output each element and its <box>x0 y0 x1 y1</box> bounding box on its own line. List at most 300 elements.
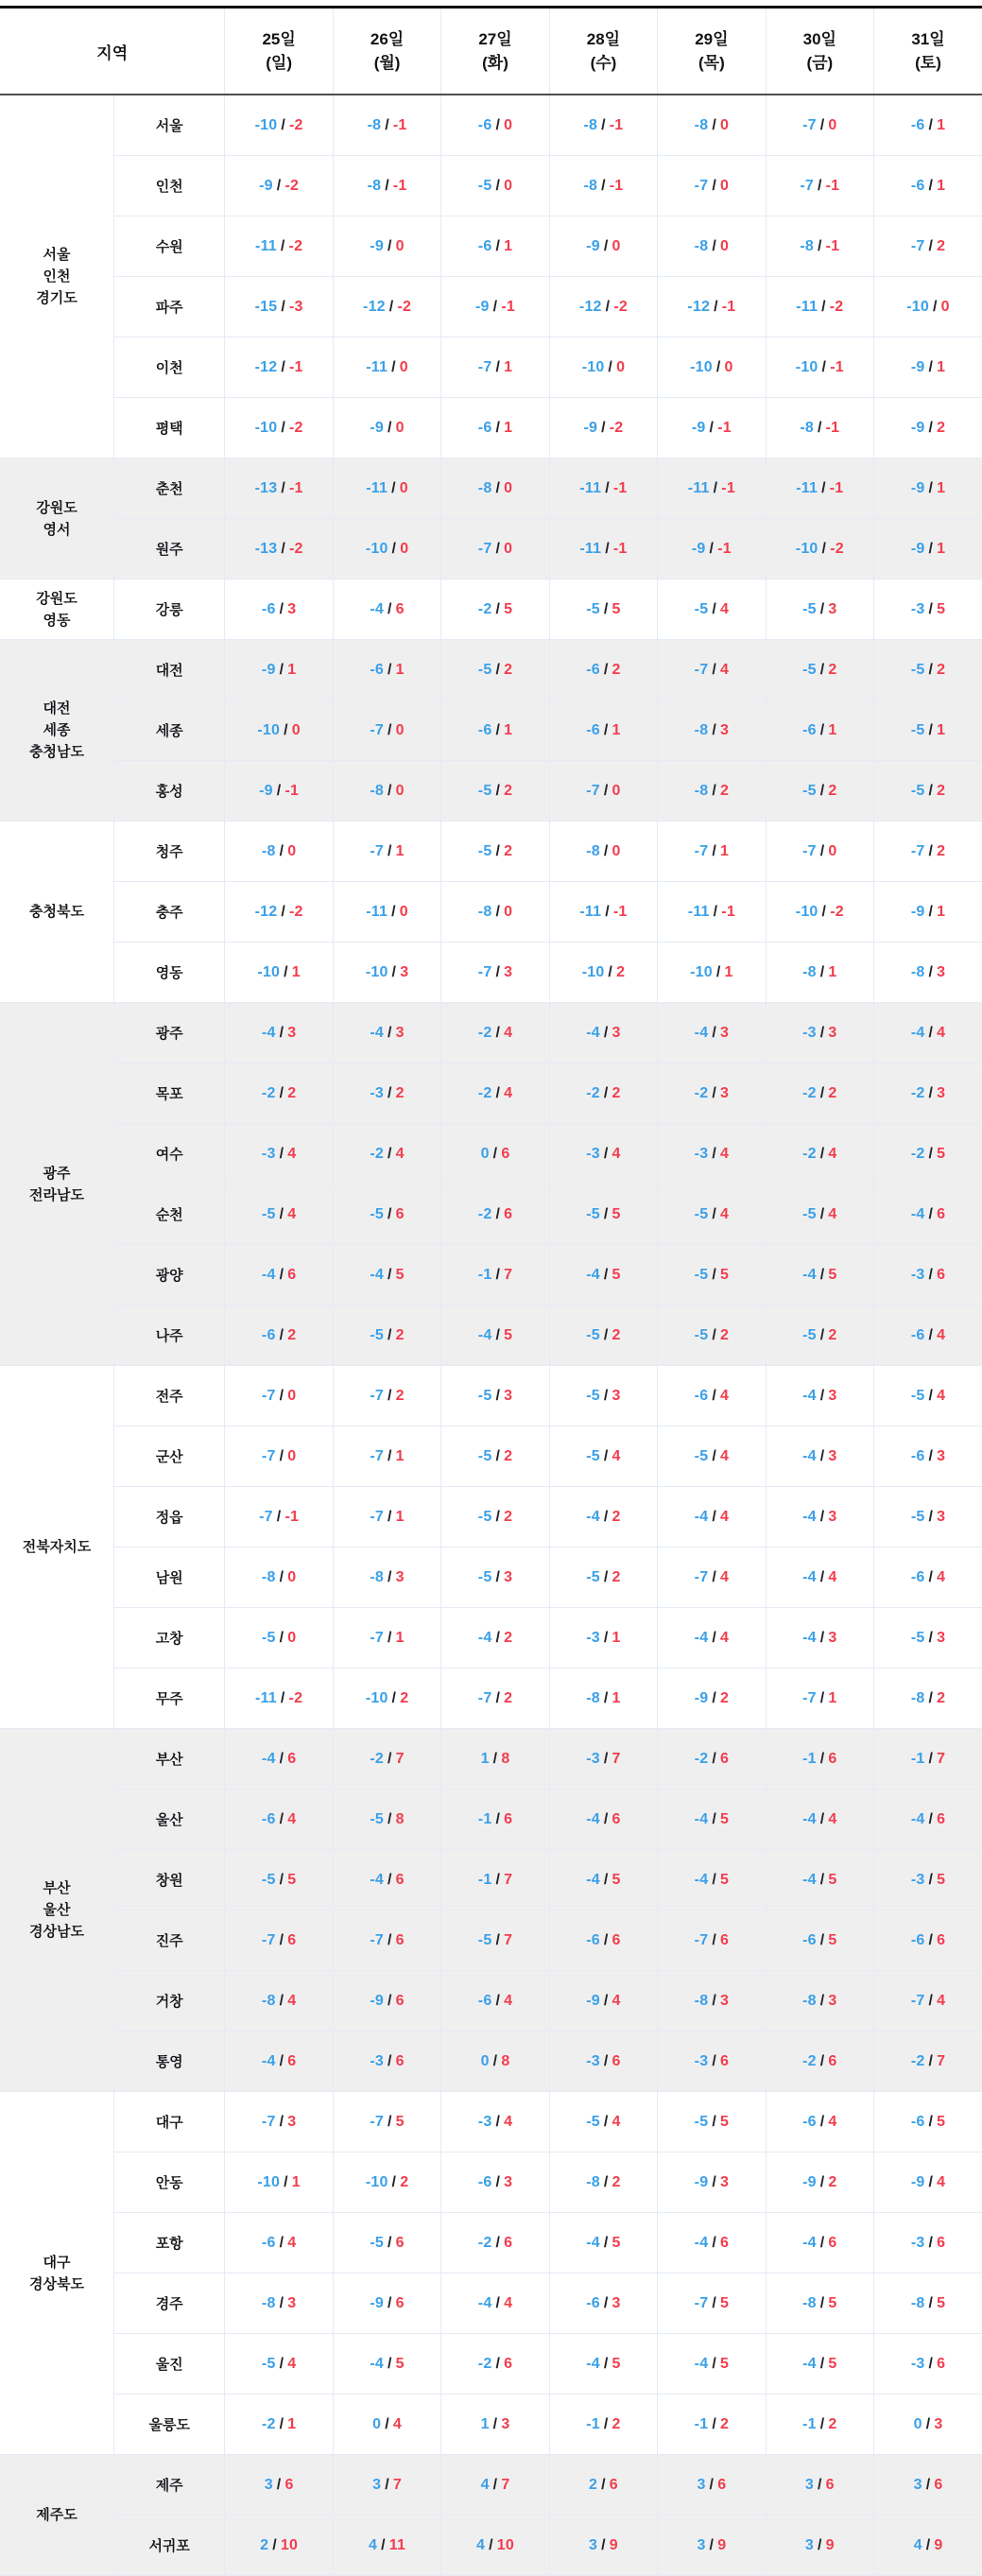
min-temp: -4 <box>261 1266 276 1283</box>
temperature-cell <box>549 1366 657 1426</box>
min-temp: -4 <box>802 1447 817 1464</box>
temp-separator: / <box>388 2113 392 2130</box>
temperature-cell <box>766 1547 873 1608</box>
max-temp: 1 <box>395 1508 405 1525</box>
table-row <box>0 1184 982 1245</box>
temperature-cell <box>441 1124 549 1184</box>
date-header-cell <box>441 8 549 95</box>
max-temp: -1 <box>717 419 732 436</box>
max-temp: 2 <box>828 1084 837 1101</box>
min-temp: -6 <box>477 419 492 436</box>
temp-separator: / <box>819 1387 825 1404</box>
temperature-cell <box>766 579 873 640</box>
table-row <box>0 1789 982 1850</box>
temperature-cell <box>549 1971 657 2031</box>
temperature-cell <box>441 277 549 337</box>
city-cell: 수원 <box>113 216 224 277</box>
min-temp: -6 <box>477 2173 492 2190</box>
temp-separator: / <box>819 1750 825 1767</box>
min-temp: -3 <box>586 1145 600 1162</box>
max-temp: 6 <box>937 1810 946 1827</box>
max-temp: 3 <box>828 1992 837 2009</box>
min-temp: -6 <box>910 1931 925 1948</box>
temp-separator: / <box>603 1326 609 1343</box>
city-cell: 정읍 <box>113 1487 224 1547</box>
date-header-cell <box>333 8 440 95</box>
temp-separator: / <box>819 1326 825 1343</box>
temperature-cell <box>766 2213 873 2273</box>
temp-separator: / <box>492 2415 498 2432</box>
min-temp: -7 <box>261 1447 276 1464</box>
temp-separator: / <box>279 1084 284 1101</box>
min-temp: -3 <box>694 1145 709 1162</box>
temperature-cell <box>333 1063 440 1124</box>
temperature-cell <box>333 216 440 277</box>
temp-separator: / <box>608 358 613 375</box>
region-group-label: 강원도 <box>36 499 78 516</box>
temperature-cell <box>549 2455 657 2515</box>
min-temp: -9 <box>475 298 490 315</box>
temp-separator: / <box>712 1508 716 1525</box>
temp-separator: / <box>279 1629 284 1646</box>
min-temp: -9 <box>259 782 273 799</box>
min-temp: -9 <box>910 358 925 375</box>
city-cell: 남원 <box>113 1547 224 1608</box>
temperature-cell <box>549 337 657 398</box>
temp-separator: / <box>388 1992 392 2009</box>
min-temp: -6 <box>261 1326 276 1343</box>
min-temp: -8 <box>802 963 817 980</box>
temp-separator: / <box>603 600 609 617</box>
temp-separator: / <box>712 2173 716 2190</box>
min-temp: -5 <box>802 600 817 617</box>
max-temp: 2 <box>395 1387 405 1404</box>
min-temp: -6 <box>370 661 384 678</box>
temp-separator: / <box>712 600 716 617</box>
temperature-cell <box>225 458 333 519</box>
temp-separator: / <box>492 1750 498 1767</box>
temp-separator: / <box>603 1629 609 1646</box>
city-cell: 군산 <box>113 1426 224 1487</box>
max-temp: 2 <box>395 1084 405 1101</box>
temperature-cell <box>874 2092 982 2152</box>
min-temp: -11 <box>796 479 818 496</box>
temp-separator: / <box>279 661 284 678</box>
max-temp: 4 <box>719 1145 730 1162</box>
temperature-cell <box>441 1305 549 1366</box>
min-temp: -4 <box>910 1205 925 1222</box>
min-temp: -4 <box>802 1871 817 1888</box>
temp-separator: / <box>712 1084 716 1101</box>
temperature-cell <box>225 337 333 398</box>
table-row <box>0 640 982 700</box>
max-temp: 3 <box>287 600 297 617</box>
table-row <box>0 1668 982 1729</box>
max-temp: 3 <box>287 2294 297 2311</box>
min-temp: -5 <box>477 1508 492 1525</box>
temperature-cell <box>225 1184 333 1245</box>
temp-separator: / <box>821 903 827 920</box>
temperature-cell <box>658 1366 766 1426</box>
max-temp: 4 <box>828 1810 837 1827</box>
max-temp: 6 <box>395 1205 405 1222</box>
min-temp: -5 <box>910 782 925 799</box>
temperature-cell <box>658 2273 766 2334</box>
min-temp: -5 <box>694 1266 709 1283</box>
min-temp: -7 <box>694 842 709 859</box>
date-header-cell <box>766 8 873 95</box>
temp-separator: / <box>712 1205 716 1222</box>
region-group-label: 강원도 <box>36 590 78 607</box>
temperature-cell <box>441 95 549 156</box>
max-temp: 0 <box>719 116 730 133</box>
temp-separator: / <box>605 540 610 557</box>
table-row <box>0 398 982 458</box>
min-temp: -2 <box>910 2052 925 2069</box>
table-row <box>0 2394 982 2455</box>
temp-separator: / <box>928 1084 934 1101</box>
min-temp: -5 <box>477 1447 492 1464</box>
temp-separator: / <box>495 1629 501 1646</box>
max-temp: 0 <box>828 116 837 133</box>
temperature-cell <box>333 1245 440 1305</box>
date-label: 28일 <box>586 30 621 48</box>
temperature-cell <box>658 216 766 277</box>
max-temp: 5 <box>828 1931 837 1948</box>
min-temp: -6 <box>586 2294 600 2311</box>
city-cell: 여수 <box>113 1124 224 1184</box>
city-cell: 창원 <box>113 1850 224 1910</box>
min-temp: -5 <box>910 721 925 738</box>
min-temp: -9 <box>910 419 925 436</box>
min-temp: -5 <box>261 1871 276 1888</box>
temp-separator: / <box>605 903 610 920</box>
temperature-cell <box>874 1789 982 1850</box>
max-temp: 2 <box>828 782 837 799</box>
min-temp: -7 <box>910 1992 925 2009</box>
temp-separator: / <box>819 1447 825 1464</box>
temp-separator: / <box>279 1145 284 1162</box>
min-temp: -4 <box>802 2355 817 2372</box>
temperature-cell <box>658 1487 766 1547</box>
temperature-cell <box>441 1789 549 1850</box>
min-temp: -4 <box>910 1024 925 1041</box>
min-temp: -6 <box>910 2113 925 2130</box>
temp-separator: / <box>603 1145 609 1162</box>
max-temp: 4 <box>612 1145 621 1162</box>
temp-separator: / <box>712 116 716 133</box>
max-temp: 5 <box>937 2113 946 2130</box>
min-temp: -6 <box>910 116 925 133</box>
min-temp: -4 <box>802 1387 817 1404</box>
temperature-cell <box>766 1608 873 1668</box>
date-header-cell <box>549 8 657 95</box>
temperature-cell <box>225 1366 333 1426</box>
min-temp: -8 <box>910 963 925 980</box>
temperature-cell <box>766 519 873 579</box>
temperature-cell <box>658 882 766 942</box>
max-temp: 4 <box>937 1568 946 1585</box>
temperature-cell <box>225 761 333 821</box>
temp-separator: / <box>928 237 934 254</box>
table-row <box>0 1124 982 1184</box>
min-temp: -8 <box>802 2294 817 2311</box>
temp-separator: / <box>279 1750 284 1767</box>
region-group-label: 부산 <box>43 1880 71 1896</box>
min-temp: -5 <box>586 1447 600 1464</box>
max-temp: 3 <box>504 1387 513 1404</box>
temperature-cell <box>225 2031 333 2092</box>
min-temp: -7 <box>370 721 384 738</box>
max-temp: 5 <box>395 2355 405 2372</box>
temperature-cell <box>549 1063 657 1124</box>
temp-separator: / <box>821 358 827 375</box>
min-temp: -7 <box>694 2294 709 2311</box>
temp-separator: / <box>819 1689 825 1706</box>
max-temp: 4 <box>719 600 730 617</box>
temperature-cell <box>766 1305 873 1366</box>
day-label: (일) <box>266 54 292 72</box>
max-temp: 4 <box>719 1447 730 1464</box>
min-temp: -11 <box>366 903 388 920</box>
min-temp: -2 <box>802 1084 817 1101</box>
temp-separator: / <box>603 2355 609 2372</box>
min-temp: -13 <box>254 479 278 496</box>
min-temp: -2 <box>802 1145 817 1162</box>
max-temp: 1 <box>937 540 946 557</box>
min-temp: -10 <box>365 540 388 557</box>
temperature-cell <box>441 398 549 458</box>
min-temp: -5 <box>910 661 925 678</box>
min-temp: -2 <box>261 1084 276 1101</box>
min-temp: -4 <box>694 2355 709 2372</box>
temperature-cell <box>766 156 873 216</box>
region-group-label: 충청북도 <box>28 904 84 920</box>
min-temp: -6 <box>802 721 817 738</box>
max-temp: 4 <box>504 2113 513 2130</box>
region-group-cell <box>0 95 113 458</box>
temp-separator: / <box>821 479 826 496</box>
region-group-cell <box>0 579 113 640</box>
temp-separator: / <box>819 1871 825 1888</box>
min-temp: -10 <box>581 963 605 980</box>
temp-separator: / <box>712 661 716 678</box>
temperature-cell <box>658 1003 766 1063</box>
temp-separator: / <box>928 2294 934 2311</box>
min-temp: -7 <box>370 1931 384 1948</box>
temp-separator: / <box>381 2536 386 2553</box>
temperature-cell <box>441 1003 549 1063</box>
temp-separator: / <box>819 600 825 617</box>
max-temp: 0 <box>400 540 409 557</box>
temp-separator: / <box>495 782 501 799</box>
temp-separator: / <box>284 963 288 980</box>
temp-separator: / <box>385 177 389 194</box>
max-temp: -2 <box>284 177 300 194</box>
table-row <box>0 1366 982 1426</box>
max-temp: 3 <box>828 1387 837 1404</box>
region-group-cell <box>0 1729 113 2092</box>
temperature-cell <box>441 1910 549 1971</box>
max-temp: 10 <box>496 2536 514 2553</box>
temperature-cell <box>333 1850 440 1910</box>
min-temp: -4 <box>477 1326 492 1343</box>
temp-separator: / <box>928 721 934 738</box>
max-temp: 8 <box>395 1810 405 1827</box>
min-temp: -10 <box>906 298 929 315</box>
min-temp: -7 <box>800 177 814 194</box>
max-temp: 0 <box>395 721 405 738</box>
max-temp: 6 <box>287 1750 297 1767</box>
max-temp: 2 <box>504 1508 513 1525</box>
temperature-cell <box>549 216 657 277</box>
temperature-cell <box>441 579 549 640</box>
max-temp: 3 <box>400 963 409 980</box>
temperature-cell <box>549 277 657 337</box>
max-temp: 7 <box>612 1750 621 1767</box>
max-temp: 5 <box>612 1205 621 1222</box>
min-temp: -9 <box>691 540 706 557</box>
min-temp: -11 <box>255 1689 277 1706</box>
temp-separator: / <box>601 419 606 436</box>
max-temp: 0 <box>504 479 513 496</box>
min-temp: -5 <box>261 2355 276 2372</box>
min-temp: -5 <box>477 1387 492 1404</box>
min-temp: -5 <box>370 2234 384 2251</box>
max-temp: 1 <box>395 1447 405 1464</box>
max-temp: 6 <box>287 2052 297 2069</box>
temp-separator: / <box>495 1871 501 1888</box>
max-temp: 3 <box>719 721 730 738</box>
max-temp: 2 <box>612 1508 621 1525</box>
temperature-cell <box>225 277 333 337</box>
min-temp: -3 <box>586 1750 600 1767</box>
max-temp: 0 <box>612 842 621 859</box>
max-temp: 6 <box>395 1992 405 2009</box>
max-temp: 4 <box>937 1326 946 1343</box>
min-temp: -6 <box>694 1387 709 1404</box>
temp-separator: / <box>712 1568 716 1585</box>
max-temp: 2 <box>937 661 946 678</box>
temperature-cell <box>549 519 657 579</box>
temperature-cell <box>658 942 766 1003</box>
temperature-cell <box>225 1245 333 1305</box>
min-temp: -4 <box>802 1266 817 1283</box>
temp-separator: / <box>715 358 721 375</box>
temp-separator: / <box>928 1508 934 1525</box>
min-temp: -8 <box>367 116 382 133</box>
temperature-cell <box>333 2031 440 2092</box>
min-temp: -10 <box>365 1689 388 1706</box>
temperature-cell <box>766 277 873 337</box>
table-row <box>0 2334 982 2394</box>
temperature-cell <box>333 1910 440 1971</box>
min-temp: -3 <box>370 2052 384 2069</box>
temp-separator: / <box>603 2415 609 2432</box>
min-temp: -4 <box>694 2234 709 2251</box>
temperature-cell <box>333 1124 440 1184</box>
temp-separator: / <box>495 1266 501 1283</box>
min-temp: -5 <box>370 1326 384 1343</box>
temp-separator: / <box>279 1387 284 1404</box>
city-cell: 영동 <box>113 942 224 1003</box>
temperature-cell <box>766 216 873 277</box>
min-temp: -9 <box>694 1689 709 1706</box>
temperature-cell <box>225 1547 333 1608</box>
max-temp: 6 <box>287 1931 297 1948</box>
temp-separator: / <box>495 1810 501 1827</box>
temp-separator: / <box>819 1205 825 1222</box>
temp-separator: / <box>276 782 282 799</box>
region-group-label: 충청남도 <box>28 744 84 760</box>
temperature-cell <box>658 2515 766 2576</box>
temp-separator: / <box>603 237 609 254</box>
min-temp: -3 <box>910 1266 925 1283</box>
temp-separator: / <box>715 963 721 980</box>
temperature-cell <box>549 2031 657 2092</box>
city-cell: 나주 <box>113 1305 224 1366</box>
max-temp: 0 <box>395 419 405 436</box>
max-temp: 1 <box>504 419 513 436</box>
min-temp: -5 <box>802 1205 817 1222</box>
temp-separator: / <box>388 661 392 678</box>
max-temp: 9 <box>609 2536 618 2553</box>
max-temp: 6 <box>612 1931 621 1948</box>
temperature-cell <box>549 156 657 216</box>
temperature-cell <box>225 640 333 700</box>
temperature-cell <box>333 579 440 640</box>
temp-separator: / <box>388 1508 392 1525</box>
city-cell: 광양 <box>113 1245 224 1305</box>
temperature-cell <box>225 1971 333 2031</box>
temperature-cell <box>766 821 873 882</box>
temp-separator: / <box>819 1629 825 1646</box>
max-temp: 0 <box>612 782 621 799</box>
temperature-cell <box>549 1003 657 1063</box>
max-temp: 5 <box>612 2355 621 2372</box>
temp-separator: / <box>603 1568 609 1585</box>
temp-separator: / <box>819 842 825 859</box>
temp-separator: / <box>821 298 826 315</box>
region-group-label: 세종 <box>43 722 71 738</box>
min-temp: 0 <box>480 1145 490 1162</box>
table-row <box>0 1063 982 1124</box>
temp-separator: / <box>928 2052 934 2069</box>
temperature-cell <box>333 398 440 458</box>
max-temp: -2 <box>289 903 303 920</box>
city-cell: 청주 <box>113 821 224 882</box>
max-temp: 4 <box>937 1387 946 1404</box>
min-temp: -6 <box>261 1810 276 1827</box>
temperature-cell <box>225 1910 333 1971</box>
temperature-cell <box>874 1608 982 1668</box>
min-temp: -2 <box>477 600 492 617</box>
region-group-label: 전북자치도 <box>22 1539 92 1555</box>
temperature-cell <box>333 1305 440 1366</box>
min-temp: -8 <box>367 177 382 194</box>
max-temp: 0 <box>287 1568 297 1585</box>
temperature-cell <box>441 1366 549 1426</box>
min-temp: -15 <box>254 298 278 315</box>
min-temp: -2 <box>261 2415 276 2432</box>
max-temp: -2 <box>829 298 844 315</box>
temperature-cell <box>441 821 549 882</box>
max-temp: 4 <box>504 1084 513 1101</box>
max-temp: 2 <box>612 1326 621 1343</box>
min-temp: 4 <box>480 2476 490 2493</box>
temp-separator: / <box>279 2415 284 2432</box>
temp-separator: / <box>925 2476 931 2493</box>
